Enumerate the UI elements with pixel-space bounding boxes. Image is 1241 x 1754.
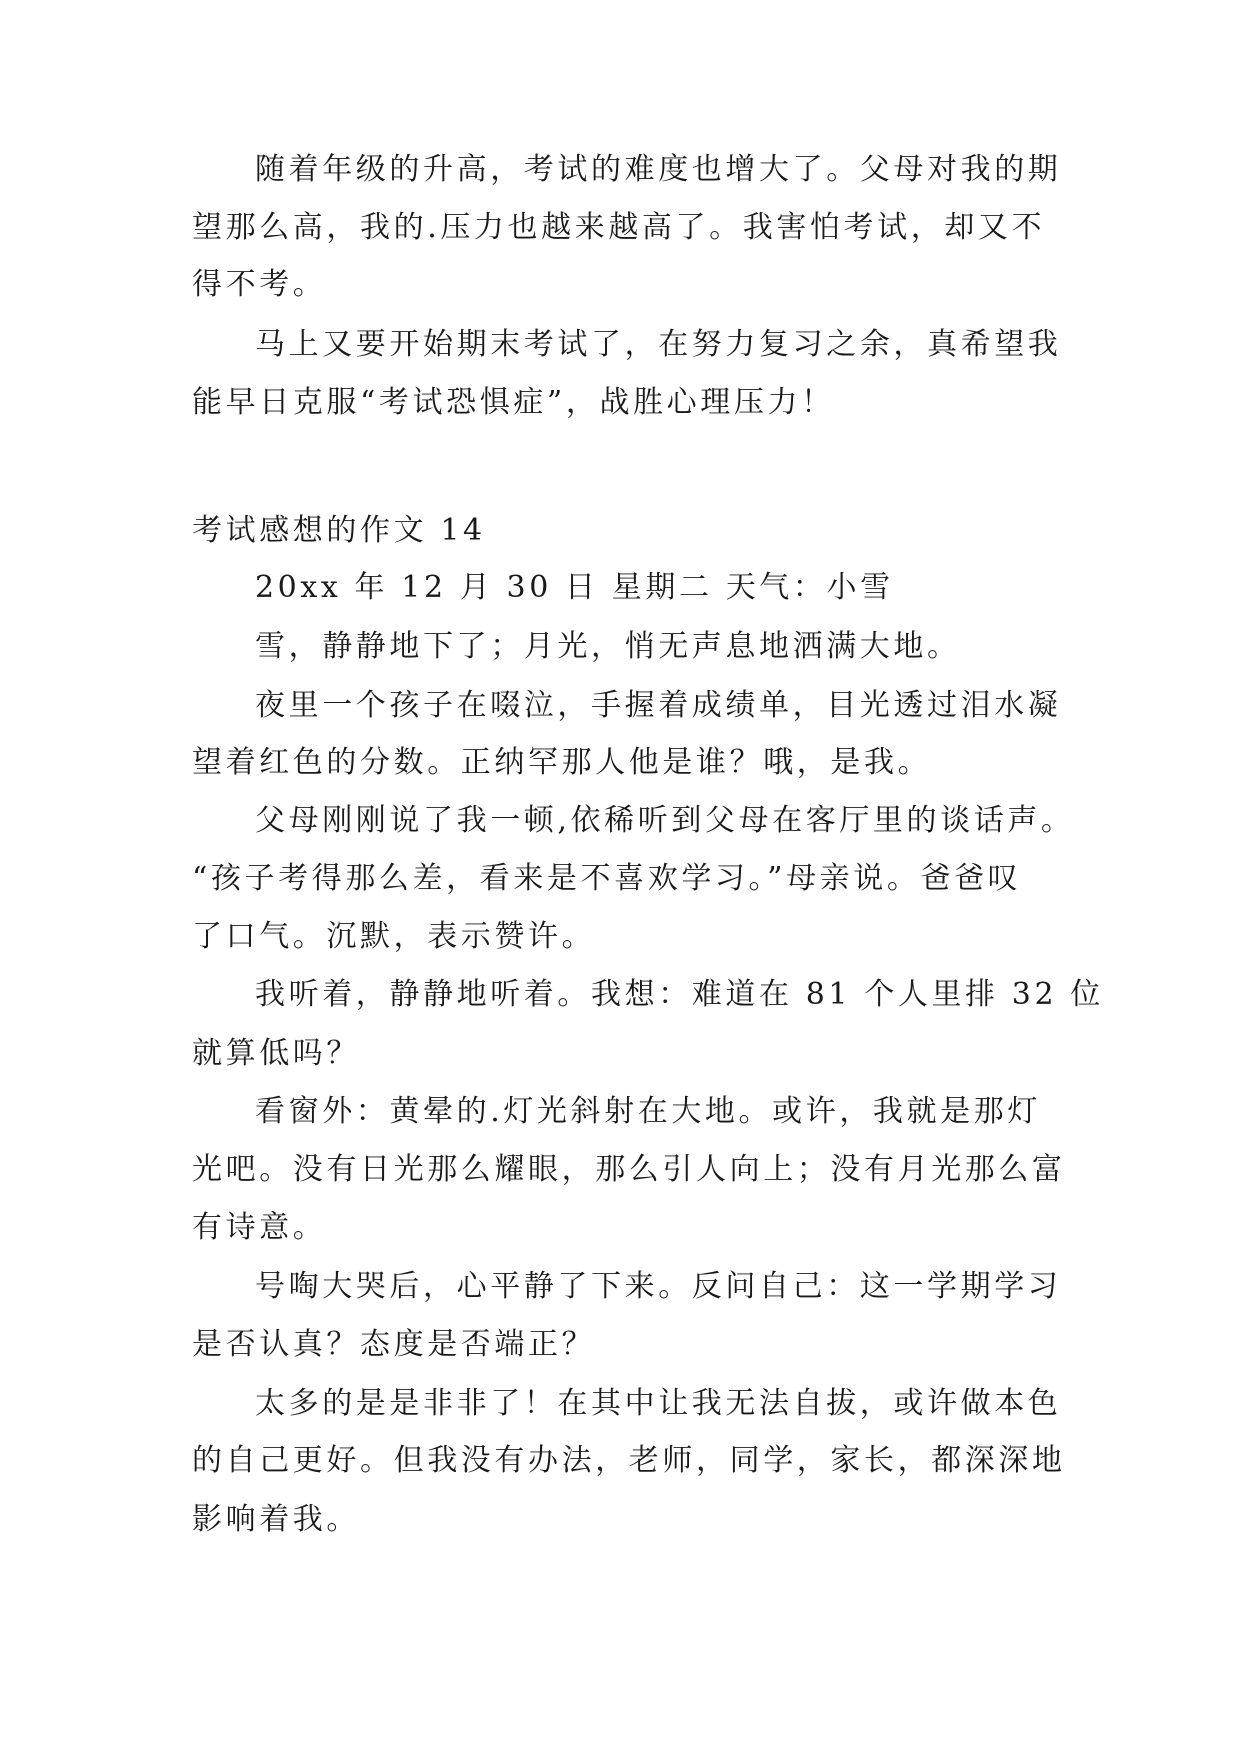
paragraph-line: 看窗外：黄晕的.灯光斜射在大地。或许，我就是那灯	[255, 1094, 1041, 1129]
paragraph-line: 号啕大哭后，心平静了下来。反问自己：这一学期学习	[255, 1269, 1062, 1304]
paragraph-line: 是否认真？态度是否端正？	[192, 1327, 596, 1362]
paragraph-line: 能早日克服“考试恐惧症”，战胜心理压力！	[192, 385, 835, 420]
paragraph-line: 雪，静静地下了；月光，悄无声息地洒满大地。	[255, 629, 961, 664]
paragraph-line: 有诗意。	[192, 1210, 327, 1245]
paragraph-line: 光吧。没有日光那么耀眼，那么引人向上；没有月光那么富	[192, 1152, 1066, 1187]
paragraph-line: 夜里一个孩子在啜泣，手握着成绩单，目光透过泪水凝	[255, 688, 1062, 723]
paragraph-line: 了口气。沉默，表示赞许。	[192, 919, 596, 954]
paragraph-line: 得不考。	[192, 267, 327, 302]
paragraph-line: 太多的是是非非了！在其中让我无法自拔，或许做本色	[255, 1386, 1062, 1421]
paragraph-line: 望那么高，我的.压力也越来越高了。我害怕考试，却又不	[192, 210, 1046, 245]
paragraph-line: 望着红色的分数。正纳罕那人他是谁？哦，是我。	[192, 745, 932, 780]
paragraph-line: 父母刚刚说了我一顿,依稀听到父母在客厅里的谈话声。	[255, 803, 1075, 838]
date-line: 20xx 年 12 月 30 日 星期二 天气：小雪	[255, 570, 894, 605]
paragraph-line: “孩子考得那么差，看来是不喜欢学习。”母亲说。爸爸叹	[192, 861, 1022, 896]
paragraph-line: 马上又要开始期末考试了，在努力复习之余，真希望我	[255, 327, 1062, 362]
paragraph-line: 就算低吗？	[192, 1036, 360, 1071]
paragraph-line: 影响着我。	[192, 1502, 360, 1537]
paragraph-line: 我听着，静静地听着。我想：难道在 81 个人里排 32 位	[255, 977, 1104, 1012]
paragraph-line: 随着年级的升高，考试的难度也增大了。父母对我的期	[255, 152, 1062, 187]
section-title: 考试感想的作文 14	[192, 513, 486, 548]
paragraph-line: 的自己更好。但我没有办法，老师，同学，家长，都深深地	[192, 1443, 1066, 1478]
